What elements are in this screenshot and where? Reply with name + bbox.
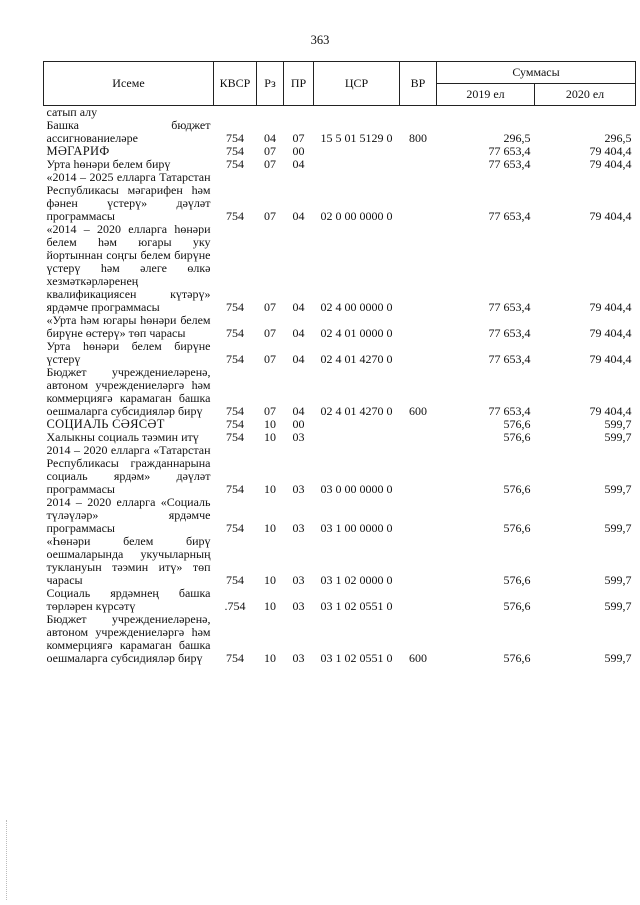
row-kvsr: 754 — [226, 651, 244, 665]
row-pr: 04 — [292, 209, 305, 223]
row-csr — [314, 158, 400, 171]
row-kvsr: 754 — [226, 326, 244, 340]
row-name: Халыкны социаль тәэмин итү — [46, 430, 199, 444]
header-year-2019: 2019 ел — [437, 84, 535, 106]
row-rz: 10 — [264, 417, 276, 431]
row-pr: 03 — [292, 573, 305, 587]
row-sum-2019: 576,6 — [503, 573, 531, 587]
header-name: Исеме — [44, 62, 214, 106]
header-kvsr: КВСР — [214, 62, 257, 106]
row-pr: 03 — [292, 430, 305, 444]
page-edge-mark — [6, 820, 8, 900]
row-vr — [400, 158, 437, 171]
row-pr — [284, 106, 314, 120]
row-sum-2020: 79 404,4 — [589, 404, 632, 418]
header-csr: ЦСР — [314, 62, 400, 106]
row-vr — [400, 106, 437, 120]
row-vr — [400, 223, 437, 314]
row-sum-2020: 599,7 — [604, 417, 632, 431]
table-row — [44, 314, 636, 340]
row-sum-2019: 77 653,4 — [488, 300, 531, 314]
row-name: СОЦИАЛЬ СӘЯСӘТ — [46, 417, 165, 431]
row-vr — [400, 535, 437, 587]
row-sum-2019: 576,6 — [503, 651, 531, 665]
row-sum-2019: 77 653,4 — [488, 352, 531, 366]
row-sum-2020: 79 404,4 — [589, 157, 632, 171]
row-rz: 10 — [264, 573, 276, 587]
row-rz: 07 — [264, 157, 276, 171]
page-number: 363 — [310, 33, 330, 47]
row-vr — [400, 314, 437, 340]
row-rz: 10 — [264, 521, 276, 535]
table-body — [44, 106, 636, 666]
row-csr: 03 1 02 0000 0 — [320, 573, 393, 587]
row-csr: 15 5 01 5129 0 — [320, 131, 393, 145]
row-rz: 07 — [264, 404, 276, 418]
row-sum-2019: 77 653,4 — [488, 209, 531, 223]
row-rz: 10 — [264, 651, 276, 665]
row-pr: 00 — [292, 144, 305, 158]
header-rz: Рз — [257, 62, 284, 106]
row-pr: 04 — [292, 157, 305, 171]
row-kvsr: 754 — [226, 144, 244, 158]
table-row — [44, 223, 636, 314]
row-csr — [314, 106, 400, 120]
row-rz: 10 — [264, 430, 276, 444]
row-csr: 02 4 00 0000 0 — [320, 300, 393, 314]
row-vr — [400, 444, 437, 496]
row-name: Бюджет учреждениеләренә, автоном учреждениеләргә һәм коммерциягә карамаган башка оешмаларга субсидияләр бирү — [46, 365, 211, 418]
row-csr: 03 0 00 0000 0 — [320, 482, 393, 496]
row-kvsr — [214, 106, 257, 120]
row-name: Бюджет учреждениеләренә, автоном учреждениеләргә һәм коммерциягә карамаган башка оешмаларга субсидияләр бирү — [46, 612, 211, 665]
row-vr — [400, 418, 437, 431]
row-csr: 03 1 00 0000 0 — [320, 521, 393, 535]
row-csr — [314, 418, 400, 431]
row-name: 2014 – 2020 елларга «Социаль түләүләр» ярдәмче программасы — [46, 495, 211, 535]
row-csr: 02 4 01 4270 0 — [320, 404, 393, 418]
row-kvsr: 754 — [226, 352, 244, 366]
row-csr — [314, 431, 400, 444]
row-csr: 03 1 02 0551 0 — [320, 599, 393, 613]
header-pr: ПР — [284, 62, 314, 106]
row-kvsr: 754 — [226, 209, 244, 223]
row-kvsr: 754 — [226, 404, 244, 418]
row-pr: 07 — [292, 131, 305, 145]
row-sum-2019 — [437, 106, 535, 120]
row-vr — [400, 496, 437, 535]
row-pr: 03 — [292, 482, 305, 496]
row-pr: 03 — [292, 599, 305, 613]
row-sum-2019: 576,6 — [503, 417, 531, 431]
row-kvsr: 754 — [226, 430, 244, 444]
row-kvsr: .754 — [224, 599, 246, 613]
row-csr: 03 1 02 0551 0 — [320, 651, 393, 665]
row-sum-2020: 599,7 — [604, 482, 632, 496]
row-name: МӘГАРИФ — [46, 144, 110, 158]
row-csr — [314, 145, 400, 158]
row-sum-2020: 79 404,4 — [589, 352, 632, 366]
row-name: Урта һөнәри белем бирү — [46, 157, 171, 171]
row-sum-2019: 77 653,4 — [488, 326, 531, 340]
row-rz: 07 — [264, 352, 276, 366]
table-row — [44, 106, 636, 120]
row-sum-2020: 599,7 — [604, 651, 632, 665]
row-name: «2014 – 2025 елларга Татарстан Республикасы мәгарифен һәм фәнен үстерү» дәүләт программасы — [46, 170, 211, 223]
row-pr: 03 — [292, 651, 305, 665]
row-vr — [400, 171, 437, 223]
row-rz: 04 — [264, 131, 276, 145]
row-rz — [257, 106, 284, 120]
row-rz: 10 — [264, 482, 276, 496]
row-name: сатып алу — [46, 105, 98, 119]
row-rz: 10 — [264, 599, 276, 613]
row-vr — [400, 145, 437, 158]
row-vr — [400, 340, 437, 366]
row-sum-2020: 599,7 — [604, 521, 632, 535]
row-pr: 04 — [292, 300, 305, 314]
row-sum-2020: 79 404,4 — [589, 326, 632, 340]
table-row — [44, 171, 636, 223]
row-sum-2020: 79 404,4 — [589, 144, 632, 158]
row-kvsr: 754 — [226, 482, 244, 496]
row-vr — [400, 587, 437, 613]
table-header — [44, 62, 636, 106]
header-vr: ВР — [400, 62, 437, 106]
row-csr: 02 4 01 4270 0 — [320, 352, 393, 366]
row-rz: 07 — [264, 209, 276, 223]
row-vr: 600 — [409, 651, 427, 665]
row-name: Урта һөнәри белем бирүне үстерү — [46, 339, 211, 366]
row-vr: 800 — [409, 131, 427, 145]
row-sum-2020: 599,7 — [604, 599, 632, 613]
row-sum-2019: 576,6 — [503, 599, 531, 613]
row-kvsr: 754 — [226, 417, 244, 431]
row-name: «Һөнәри белем бирү оешмаларында укучыларның туклануын тәэмин итү» төп чарасы — [46, 534, 211, 587]
row-kvsr: 754 — [226, 521, 244, 535]
row-name: 2014 – 2020 елларга «Татарстан Республикасы гражданнарына социаль ярдәм» дәүләт программасы — [46, 443, 211, 496]
row-rz: 07 — [264, 300, 276, 314]
table-row — [44, 340, 636, 366]
row-pr: 04 — [292, 404, 305, 418]
budget-table — [43, 61, 636, 665]
row-sum-2020: 599,7 — [604, 573, 632, 587]
row-pr: 03 — [292, 521, 305, 535]
row-vr: 600 — [409, 404, 427, 418]
table-row — [44, 119, 636, 145]
table-row — [44, 444, 636, 496]
row-vr — [400, 431, 437, 444]
row-kvsr: 754 — [226, 300, 244, 314]
row-sum-2020: 79 404,4 — [589, 209, 632, 223]
table-row — [44, 366, 636, 418]
header-year-2020: 2020 ел — [535, 84, 636, 106]
row-sum-2019: 77 653,4 — [488, 404, 531, 418]
row-csr: 02 4 01 0000 0 — [320, 326, 393, 340]
row-kvsr: 754 — [226, 131, 244, 145]
row-sum-2019: 77 653,4 — [488, 144, 531, 158]
row-pr: 04 — [292, 326, 305, 340]
row-pr: 00 — [292, 417, 305, 431]
row-sum-2019: 77 653,4 — [488, 157, 531, 171]
row-sum-2020 — [535, 106, 636, 120]
row-pr: 04 — [292, 352, 305, 366]
row-name: «2014 – 2020 елларга һөнәри белем һәм югары уку йортыннан соңгы белем бирүне үстерү һәм әлеге өлкә хезмәткәрләренең квалификациясен күтәрү» ярдәмче программасы — [46, 222, 211, 314]
row-kvsr: 754 — [226, 573, 244, 587]
row-kvsr: 754 — [226, 157, 244, 171]
table-row — [44, 496, 636, 535]
row-rz: 07 — [264, 326, 276, 340]
row-sum-2020: 296,5 — [604, 131, 632, 145]
table-row — [44, 613, 636, 665]
row-name: Социаль ярдәмнең башка төрләрен күрсәтү — [46, 586, 211, 613]
row-name: «Урта һәм югары һөнәри белем бирүне өстерү» төп чарасы — [46, 313, 211, 340]
row-sum-2020: 79 404,4 — [589, 300, 632, 314]
row-sum-2019: 576,6 — [503, 482, 531, 496]
table-row — [44, 587, 636, 613]
row-sum-2020: 599,7 — [604, 430, 632, 444]
row-rz: 07 — [264, 144, 276, 158]
row-sum-2019: 576,6 — [503, 430, 531, 444]
header-sums: Суммасы — [437, 62, 636, 84]
row-sum-2019: 576,6 — [503, 521, 531, 535]
row-csr: 02 0 00 0000 0 — [320, 209, 393, 223]
row-sum-2019: 296,5 — [503, 131, 531, 145]
table-row — [44, 535, 636, 587]
row-name: Башка бюджет ассигнованиеләре — [46, 118, 211, 145]
